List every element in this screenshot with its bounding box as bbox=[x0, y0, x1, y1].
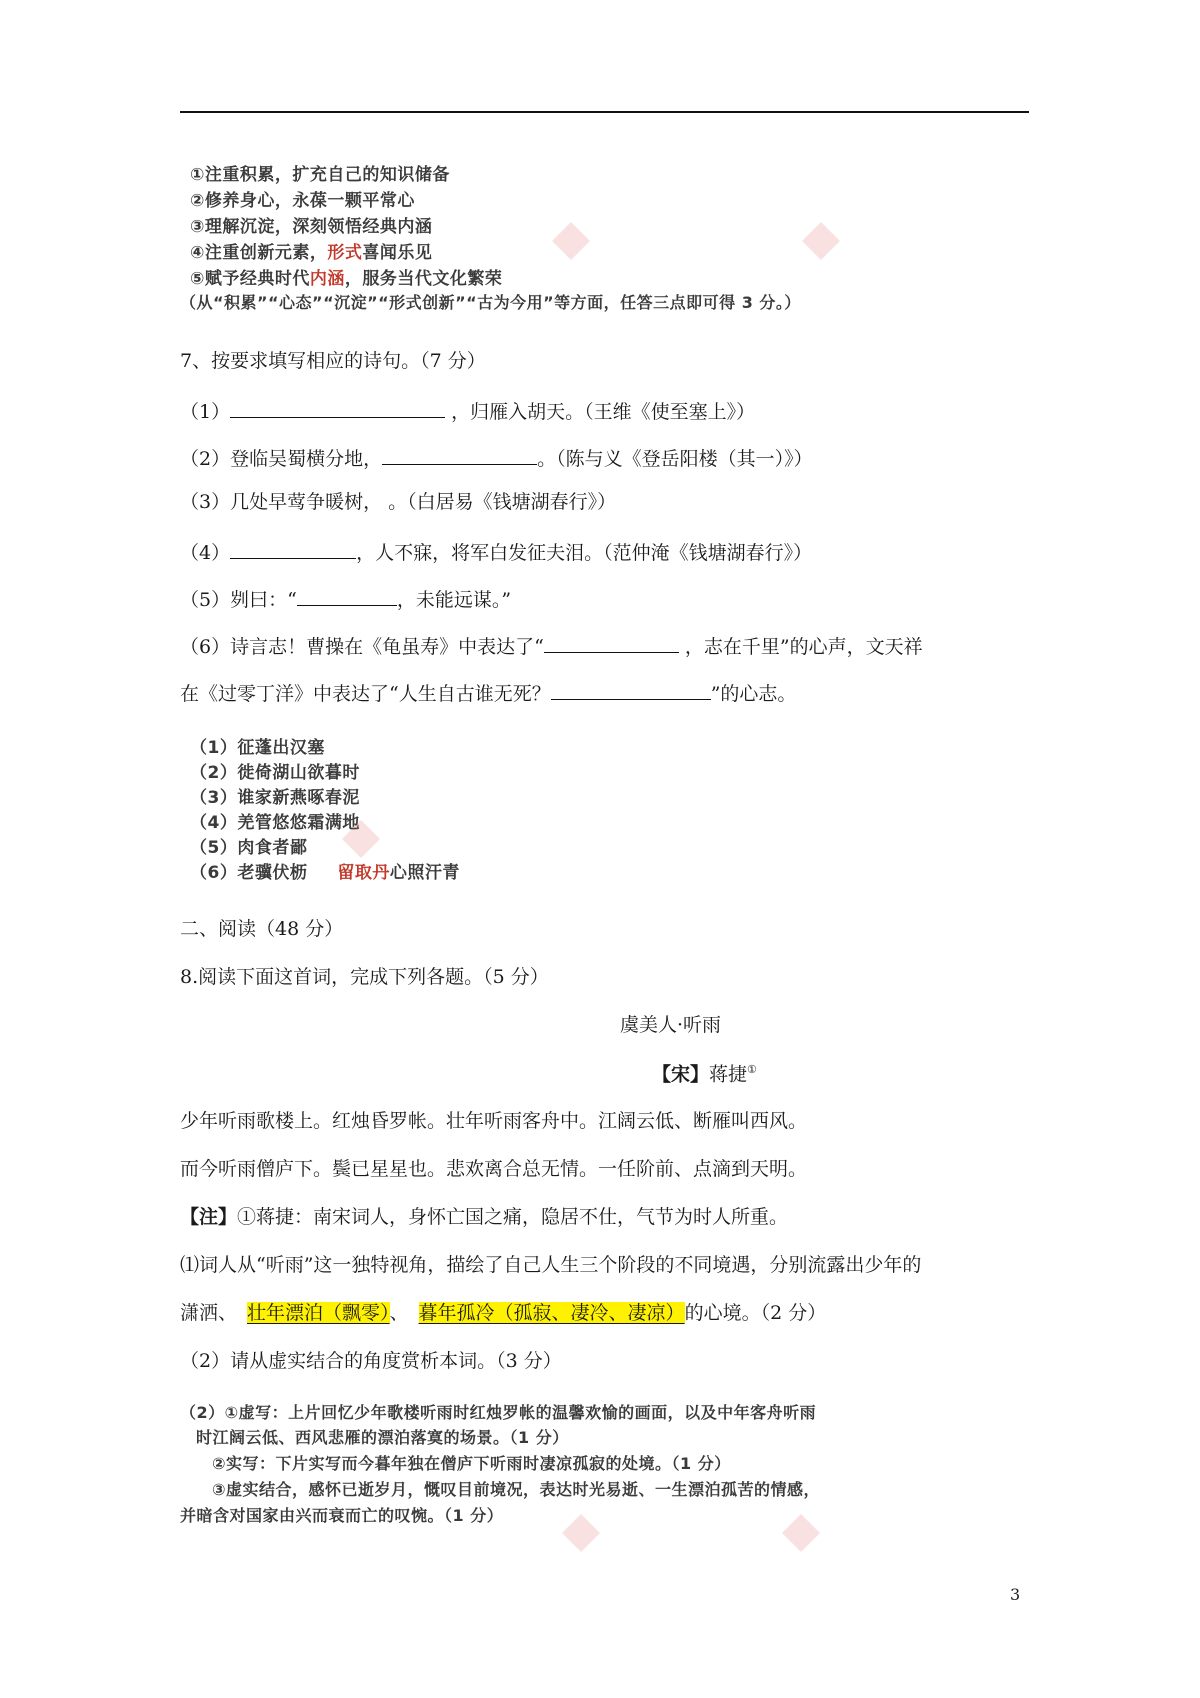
answer-line: （6）老骥伏枥 留取丹心照汗青 bbox=[190, 863, 460, 883]
q7-title: 7、按要求填写相应的诗句。（7 分） bbox=[180, 350, 486, 372]
q7-item-2: （2）登临吴蜀横分地， 。（陈与义《登岳阳楼（其一）》） bbox=[180, 448, 813, 470]
answer-blank[interactable] bbox=[297, 587, 397, 606]
q8-title: 8.阅读下面这首词，完成下列各题。（5 分） bbox=[180, 966, 549, 988]
answer-line: ②修养身心，永葆一颗平常心 bbox=[190, 191, 415, 211]
answer-blank[interactable] bbox=[544, 634, 679, 653]
answer-line: （4）羌管悠悠霜满地 bbox=[190, 813, 360, 833]
answer-line: （从“积累”“心态”“沉淀”“形式创新”“古为今用”等方面，任答三点即可得 3 分。） bbox=[180, 293, 801, 312]
highlighted-answer: 暮年孤冷（孤寂、凄冷、凄凉） bbox=[418, 1302, 685, 1324]
section-2-title: 二、阅读（48 分） bbox=[180, 918, 344, 940]
header-rule bbox=[180, 111, 1029, 113]
answer-blank[interactable] bbox=[551, 681, 711, 700]
q8-sub1: ⑴词人从“听雨”这一独特视角，描绘了自己人生三个阶段的不同境遇，分别流露出少年的 bbox=[180, 1254, 922, 1276]
answer-blank[interactable] bbox=[382, 446, 537, 465]
answer-image-2 bbox=[190, 733, 590, 893]
answer-line: 时江阔云低、西风悲雁的漂泊落寞的场景。（1 分） bbox=[196, 1428, 569, 1447]
answer-line: （5）肉食者鄙 bbox=[190, 838, 308, 858]
q7-item-4: （4） ，人不寐，将军白发征夫泪。（范仲淹《钱塘湖春行》） bbox=[180, 542, 813, 564]
note-mark: ① bbox=[747, 1063, 757, 1076]
q7-item-3: （3）几处早莺争暖树， 。（白居易《钱塘湖春行》） bbox=[180, 491, 617, 513]
answer-blank[interactable] bbox=[230, 540, 356, 559]
watermark-icon bbox=[560, 1512, 602, 1554]
poem-line-2: 而今听雨僧庐下。鬓已星星也。悲欢离合总无情。一任阶前、点滴到天明。 bbox=[180, 1158, 808, 1180]
red-mark: 内涵 bbox=[309, 269, 345, 289]
answer-line: ③虚实结合，感怀已逝岁月，慨叹目前境况，表达时光易逝、一生漂泊孤苦的情感， bbox=[212, 1480, 821, 1499]
answer-line: 并暗含对国家由兴而衰而亡的叹惋。（1 分） bbox=[180, 1506, 504, 1525]
red-mark: 留取丹 bbox=[337, 863, 390, 883]
answer-line: ③理解沉淀，深刻领悟经典内涵 bbox=[190, 217, 433, 237]
page-number: 3 bbox=[1010, 1585, 1021, 1604]
q8-sub1-cont: 潇洒、 壮年漂泊（飘零）、 暮年孤冷（孤寂、凄冷、凄凉）的心境。（2 分） bbox=[180, 1302, 827, 1324]
watermark-icon bbox=[780, 1512, 822, 1554]
red-mark: 形式 bbox=[327, 243, 363, 263]
answer-line: （1）征蓬出汉塞 bbox=[190, 738, 325, 758]
q7-item-5: （5）刿曰：“ ，未能远谋。” bbox=[180, 589, 512, 611]
answer-line: （2）徙倚湖山欲暮时 bbox=[190, 763, 360, 783]
q7-item-6-cont: 在《过零丁洋》中表达了“人生自古谁无死？ ”的心志。 bbox=[180, 683, 797, 705]
answer-line: ④注重创新元素，形式喜闻乐见 bbox=[190, 243, 433, 263]
q7-item-6: （6）诗言志！曹操在《龟虽寿》中表达了“ ，志在千里”的心声，文天祥 bbox=[180, 636, 923, 658]
poem-line-1: 少年听雨歌楼上。红烛昏罗帐。壮年听雨客舟中。江阔云低、断雁叫西风。 bbox=[180, 1110, 808, 1132]
answer-line: ⑤赋予经典时代内涵，服务当代文化繁荣 bbox=[190, 269, 503, 289]
poem-author: 【宋】蒋捷① bbox=[652, 1063, 757, 1086]
poem-note: 【注】①蒋捷：南宋词人，身怀亡国之痛，隐居不仕，气节为时人所重。 bbox=[180, 1206, 789, 1228]
answer-blank[interactable] bbox=[230, 399, 445, 418]
q7-item-1: （1） ，归雁入胡天。（王维《使至塞上》） bbox=[180, 401, 756, 423]
answer-line: ①注重积累，扩充自己的知识储备 bbox=[190, 165, 450, 185]
highlighted-answer: 壮年漂泊（飘零） bbox=[247, 1302, 390, 1324]
answer-line: ②实写：下片实写而今暮年独在僧庐下听雨时凄凉孤寂的处境。（1 分） bbox=[212, 1454, 731, 1473]
q8-sub2: （2）请从虚实结合的角度赏析本词。（3 分） bbox=[180, 1350, 562, 1372]
watermark-icon bbox=[340, 818, 382, 860]
answer-line: （2）①虚写：上片回忆少年歌楼听雨时红烛罗帐的温馨欢愉的画面，以及中年客舟听雨 bbox=[180, 1403, 817, 1422]
poem-title: 虞美人·听雨 bbox=[620, 1014, 722, 1036]
answer-image-1 bbox=[180, 160, 1010, 320]
watermark-icon bbox=[800, 220, 842, 262]
watermark-icon bbox=[550, 220, 592, 262]
answer-line: （3）谁家新燕啄春泥 bbox=[190, 788, 360, 808]
answer-image-3 bbox=[180, 1400, 1020, 1550]
